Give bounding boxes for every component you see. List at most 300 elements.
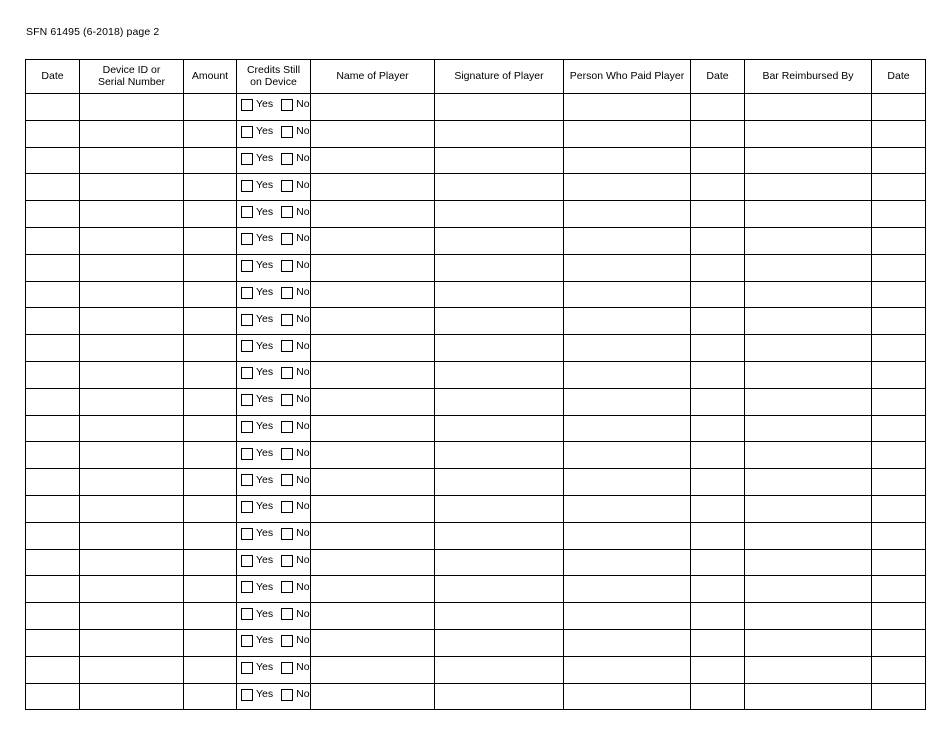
credits-no-checkbox[interactable] [281,367,293,379]
player-name-cell[interactable] [311,388,435,415]
date-paid-cell[interactable] [691,254,745,281]
credits-checkbox-group [241,662,310,674]
amount-cell[interactable] [184,254,237,281]
reimbursed-by-cell[interactable] [745,201,872,228]
device-id-cell[interactable] [80,549,184,576]
reimbursed-by-cell[interactable] [745,442,872,469]
date-cell[interactable] [26,94,80,121]
date-cell[interactable] [26,683,80,710]
player-name-cell[interactable] [311,174,435,201]
amount-cell[interactable] [184,495,237,522]
table-row [26,388,926,415]
credits-yes-checkbox[interactable] [241,501,253,513]
device-id-cell[interactable] [80,388,184,415]
date-paid-cell[interactable] [691,522,745,549]
credits-yes-checkbox[interactable] [241,287,253,299]
header-date-paid: Date [691,60,745,94]
credits-yes-checkbox[interactable] [241,260,253,272]
date-reimbursed-cell[interactable] [872,335,926,362]
paid-by-cell[interactable] [564,335,691,362]
date-paid-cell[interactable] [691,656,745,683]
credits-checkbox-group [241,260,310,272]
player-name-cell[interactable] [311,683,435,710]
amount-cell[interactable] [184,201,237,228]
credits-yes-checkbox[interactable] [241,528,253,540]
table-row [26,201,926,228]
reimbursed-by-cell[interactable] [745,469,872,496]
credits-cell [237,308,311,335]
table-row [26,120,926,147]
credits-no-checkbox[interactable] [281,99,293,111]
signature-cell[interactable] [435,683,564,710]
reimbursed-by-cell[interactable] [745,308,872,335]
signature-cell[interactable] [435,549,564,576]
amount-cell[interactable] [184,174,237,201]
date-reimbursed-cell[interactable] [872,415,926,442]
credits-no-checkbox[interactable] [281,635,293,647]
date-reimbursed-cell[interactable] [872,469,926,496]
player-name-cell[interactable] [311,201,435,228]
date-paid-cell[interactable] [691,147,745,174]
table-header-row [26,60,926,94]
credits-yes-label: Yes [256,661,274,674]
paid-by-cell[interactable] [564,683,691,710]
signature-cell[interactable] [435,603,564,630]
device-id-cell[interactable] [80,94,184,121]
table-row [26,442,926,469]
device-id-cell[interactable] [80,147,184,174]
credits-no-checkbox[interactable] [281,153,293,165]
date-reimbursed-cell[interactable] [872,281,926,308]
credits-no-checkbox[interactable] [281,180,293,192]
credits-yes-checkbox[interactable] [241,206,253,218]
paid-by-cell[interactable] [564,120,691,147]
signature-cell[interactable] [435,94,564,121]
date-reimbursed-cell[interactable] [872,522,926,549]
paid-by-cell[interactable] [564,361,691,388]
paid-by-cell[interactable] [564,656,691,683]
player-name-cell[interactable] [311,442,435,469]
signature-cell[interactable] [435,335,564,362]
credits-no-checkbox[interactable] [281,528,293,540]
credits-no-label: No [296,580,310,593]
credits-no-checkbox[interactable] [281,448,293,460]
player-name-cell[interactable] [311,281,435,308]
form-identifier: SFN 61495 (6-2018) page 2 [26,26,160,38]
device-id-cell[interactable] [80,656,184,683]
credits-yes-label: Yes [256,607,274,620]
reimbursed-by-cell[interactable] [745,227,872,254]
date-cell[interactable] [26,254,80,281]
reimbursed-by-cell[interactable] [745,549,872,576]
date-cell[interactable] [26,201,80,228]
paid-by-cell[interactable] [564,147,691,174]
device-id-cell[interactable] [80,308,184,335]
amount-cell[interactable] [184,308,237,335]
paid-by-cell[interactable] [564,442,691,469]
credits-yes-checkbox[interactable] [241,340,253,352]
paid-by-cell[interactable] [564,388,691,415]
date-paid-cell[interactable] [691,495,745,522]
date-paid-cell[interactable] [691,629,745,656]
signature-cell[interactable] [435,281,564,308]
paid-by-cell[interactable] [564,254,691,281]
credits-yes-checkbox[interactable] [241,555,253,567]
signature-cell[interactable] [435,442,564,469]
reimbursed-by-cell[interactable] [745,147,872,174]
date-cell[interactable] [26,147,80,174]
credits-no-checkbox[interactable] [281,260,293,272]
amount-cell[interactable] [184,603,237,630]
credits-yes-checkbox[interactable] [241,448,253,460]
date-paid-cell[interactable] [691,335,745,362]
reimbursed-by-cell[interactable] [745,629,872,656]
player-name-cell[interactable] [311,549,435,576]
date-paid-cell[interactable] [691,442,745,469]
date-paid-cell[interactable] [691,227,745,254]
device-id-cell[interactable] [80,442,184,469]
credits-yes-checkbox[interactable] [241,474,253,486]
credits-checkbox-group [241,394,310,406]
credits-no-label: No [296,500,310,513]
date-paid-cell[interactable] [691,415,745,442]
device-id-cell[interactable] [80,361,184,388]
player-name-cell[interactable] [311,629,435,656]
reimbursed-by-cell[interactable] [745,656,872,683]
reimbursed-by-cell[interactable] [745,254,872,281]
date-reimbursed-cell[interactable] [872,174,926,201]
credits-no-checkbox[interactable] [281,314,293,326]
credits-no-checkbox[interactable] [281,126,293,138]
credits-no-checkbox[interactable] [281,474,293,486]
credits-yes-checkbox[interactable] [241,662,253,674]
date-cell[interactable] [26,120,80,147]
credits-no-checkbox[interactable] [281,340,293,352]
credits-no-checkbox[interactable] [281,662,293,674]
credits-yes-checkbox[interactable] [241,180,253,192]
credits-checkbox-group [241,206,310,218]
paid-by-cell[interactable] [564,94,691,121]
reimbursed-by-cell[interactable] [745,415,872,442]
signature-cell[interactable] [435,629,564,656]
credits-yes-label: Yes [256,232,274,245]
reimbursed-by-cell[interactable] [745,335,872,362]
date-reimbursed-cell[interactable] [872,388,926,415]
amount-cell[interactable] [184,522,237,549]
credits-yes-checkbox[interactable] [241,367,253,379]
date-cell[interactable] [26,549,80,576]
device-id-cell[interactable] [80,415,184,442]
date-paid-cell[interactable] [691,281,745,308]
reimbursed-by-cell[interactable] [745,120,872,147]
date-paid-cell[interactable] [691,120,745,147]
player-name-cell[interactable] [311,308,435,335]
date-reimbursed-cell[interactable] [872,254,926,281]
date-paid-cell[interactable] [691,549,745,576]
paid-by-cell[interactable] [564,308,691,335]
device-id-cell[interactable] [80,603,184,630]
date-cell[interactable] [26,174,80,201]
date-reimbursed-cell[interactable] [872,361,926,388]
signature-cell[interactable] [435,388,564,415]
date-cell[interactable] [26,335,80,362]
credits-no-checkbox[interactable] [281,608,293,620]
date-reimbursed-cell[interactable] [872,495,926,522]
date-reimbursed-cell[interactable] [872,442,926,469]
date-cell[interactable] [26,576,80,603]
reimbursed-by-cell[interactable] [745,281,872,308]
paid-by-cell[interactable] [564,227,691,254]
credits-yes-checkbox[interactable] [241,394,253,406]
amount-cell[interactable] [184,227,237,254]
credits-yes-checkbox[interactable] [241,689,253,701]
device-id-cell[interactable] [80,201,184,228]
credits-no-checkbox[interactable] [281,233,293,245]
credits-yes-label: Yes [256,259,274,272]
credits-cell [237,576,311,603]
date-cell[interactable] [26,656,80,683]
player-name-cell[interactable] [311,147,435,174]
date-cell[interactable] [26,442,80,469]
signature-cell[interactable] [435,174,564,201]
date-paid-cell[interactable] [691,683,745,710]
amount-cell[interactable] [184,656,237,683]
credits-yes-label: Yes [256,527,274,540]
player-name-cell[interactable] [311,576,435,603]
credits-yes-label: Yes [256,419,274,432]
amount-cell[interactable] [184,281,237,308]
signature-cell[interactable] [435,415,564,442]
credits-yes-checkbox[interactable] [241,581,253,593]
date-reimbursed-cell[interactable] [872,656,926,683]
reimbursed-by-cell[interactable] [745,174,872,201]
credits-cell [237,629,311,656]
table-row [26,522,926,549]
credits-yes-label: Yes [256,634,274,647]
date-paid-cell[interactable] [691,361,745,388]
header-player-signature: Signature of Player [435,60,564,94]
date-paid-cell[interactable] [691,576,745,603]
amount-cell[interactable] [184,335,237,362]
paid-by-cell[interactable] [564,469,691,496]
date-reimbursed-cell[interactable] [872,308,926,335]
date-reimbursed-cell[interactable] [872,629,926,656]
signature-cell[interactable] [435,522,564,549]
date-reimbursed-cell[interactable] [872,683,926,710]
paid-by-cell[interactable] [564,174,691,201]
reimbursed-by-cell[interactable] [745,361,872,388]
player-name-cell[interactable] [311,254,435,281]
date-cell[interactable] [26,603,80,630]
date-cell[interactable] [26,495,80,522]
credits-yes-checkbox[interactable] [241,608,253,620]
credits-cell [237,522,311,549]
paid-by-cell[interactable] [564,522,691,549]
amount-cell[interactable] [184,683,237,710]
date-reimbursed-cell[interactable] [872,227,926,254]
paid-by-cell[interactable] [564,603,691,630]
credits-yes-label: Yes [256,446,274,459]
signature-cell[interactable] [435,147,564,174]
amount-cell[interactable] [184,469,237,496]
date-reimbursed-cell[interactable] [872,549,926,576]
date-reimbursed-cell[interactable] [872,147,926,174]
credits-yes-label: Yes [256,205,274,218]
credits-no-label: No [296,419,310,432]
signature-cell[interactable] [435,254,564,281]
credits-no-label: No [296,634,310,647]
date-paid-cell[interactable] [691,469,745,496]
signature-cell[interactable] [435,576,564,603]
amount-cell[interactable] [184,94,237,121]
amount-cell[interactable] [184,361,237,388]
credits-checkbox-group [241,555,310,567]
credits-no-label: No [296,553,310,566]
credits-yes-checkbox[interactable] [241,421,253,433]
signature-cell[interactable] [435,469,564,496]
date-cell[interactable] [26,388,80,415]
player-name-cell[interactable] [311,227,435,254]
date-paid-cell[interactable] [691,174,745,201]
player-name-cell[interactable] [311,415,435,442]
credits-cell [237,120,311,147]
credits-yes-label: Yes [256,125,274,138]
credits-no-checkbox[interactable] [281,581,293,593]
credits-no-checkbox[interactable] [281,287,293,299]
date-cell[interactable] [26,629,80,656]
date-reimbursed-cell[interactable] [872,120,926,147]
player-name-cell[interactable] [311,656,435,683]
paid-by-cell[interactable] [564,281,691,308]
amount-cell[interactable] [184,388,237,415]
credits-yes-checkbox[interactable] [241,99,253,111]
signature-cell[interactable] [435,201,564,228]
player-name-cell[interactable] [311,335,435,362]
date-reimbursed-cell[interactable] [872,94,926,121]
reimbursed-by-cell[interactable] [745,683,872,710]
device-id-cell[interactable] [80,281,184,308]
credits-no-checkbox[interactable] [281,206,293,218]
table-row [26,254,926,281]
device-id-cell[interactable] [80,335,184,362]
reimbursed-by-cell[interactable] [745,603,872,630]
date-cell[interactable] [26,469,80,496]
player-name-cell[interactable] [311,495,435,522]
reimbursed-by-cell[interactable] [745,495,872,522]
player-name-cell[interactable] [311,94,435,121]
device-id-cell[interactable] [80,629,184,656]
device-id-cell[interactable] [80,469,184,496]
credits-no-checkbox[interactable] [281,555,293,567]
credits-no-label: No [296,687,310,700]
signature-cell[interactable] [435,361,564,388]
signature-cell[interactable] [435,656,564,683]
credits-no-checkbox[interactable] [281,421,293,433]
date-reimbursed-cell[interactable] [872,603,926,630]
date-paid-cell[interactable] [691,94,745,121]
player-name-cell[interactable] [311,120,435,147]
credits-yes-checkbox[interactable] [241,126,253,138]
device-id-cell[interactable] [80,522,184,549]
date-cell[interactable] [26,361,80,388]
reimbursed-by-cell[interactable] [745,522,872,549]
reimbursed-by-cell[interactable] [745,576,872,603]
amount-cell[interactable] [184,549,237,576]
credits-checkbox-group [241,608,310,620]
table-row [26,603,926,630]
amount-cell[interactable] [184,576,237,603]
credits-checkbox-group [241,581,310,593]
signature-cell[interactable] [435,227,564,254]
credits-no-label: No [296,607,310,620]
signature-cell[interactable] [435,495,564,522]
credits-yes-checkbox[interactable] [241,314,253,326]
credits-cell [237,335,311,362]
credits-cell [237,94,311,121]
date-paid-cell[interactable] [691,603,745,630]
table-row [26,576,926,603]
credits-no-checkbox[interactable] [281,394,293,406]
device-id-cell[interactable] [80,576,184,603]
date-cell[interactable] [26,281,80,308]
device-id-cell[interactable] [80,495,184,522]
date-reimbursed-cell[interactable] [872,576,926,603]
paid-by-cell[interactable] [564,495,691,522]
paid-by-cell[interactable] [564,201,691,228]
player-name-cell[interactable] [311,603,435,630]
device-id-cell[interactable] [80,227,184,254]
credits-yes-checkbox[interactable] [241,635,253,647]
date-cell[interactable] [26,308,80,335]
signature-cell[interactable] [435,308,564,335]
player-name-cell[interactable] [311,469,435,496]
date-paid-cell[interactable] [691,308,745,335]
credits-checkbox-group [241,448,310,460]
device-id-cell[interactable] [80,120,184,147]
credits-no-checkbox[interactable] [281,501,293,513]
amount-cell[interactable] [184,120,237,147]
table-row [26,629,926,656]
paid-by-cell[interactable] [564,576,691,603]
date-cell[interactable] [26,522,80,549]
date-reimbursed-cell[interactable] [872,201,926,228]
reimbursed-by-cell[interactable] [745,94,872,121]
amount-cell[interactable] [184,415,237,442]
player-name-cell[interactable] [311,522,435,549]
credits-yes-checkbox[interactable] [241,233,253,245]
paid-by-cell[interactable] [564,549,691,576]
date-cell[interactable] [26,415,80,442]
amount-cell[interactable] [184,147,237,174]
device-id-cell[interactable] [80,174,184,201]
reimbursed-by-cell[interactable] [745,388,872,415]
credits-no-checkbox[interactable] [281,689,293,701]
signature-cell[interactable] [435,120,564,147]
date-cell[interactable] [26,227,80,254]
amount-cell[interactable] [184,442,237,469]
table-row [26,495,926,522]
paid-by-cell[interactable] [564,415,691,442]
amount-cell[interactable] [184,629,237,656]
credits-yes-label: Yes [256,500,274,513]
credits-yes-checkbox[interactable] [241,153,253,165]
device-id-cell[interactable] [80,683,184,710]
player-name-cell[interactable] [311,361,435,388]
device-id-cell[interactable] [80,254,184,281]
paid-by-cell[interactable] [564,629,691,656]
date-paid-cell[interactable] [691,388,745,415]
date-paid-cell[interactable] [691,201,745,228]
